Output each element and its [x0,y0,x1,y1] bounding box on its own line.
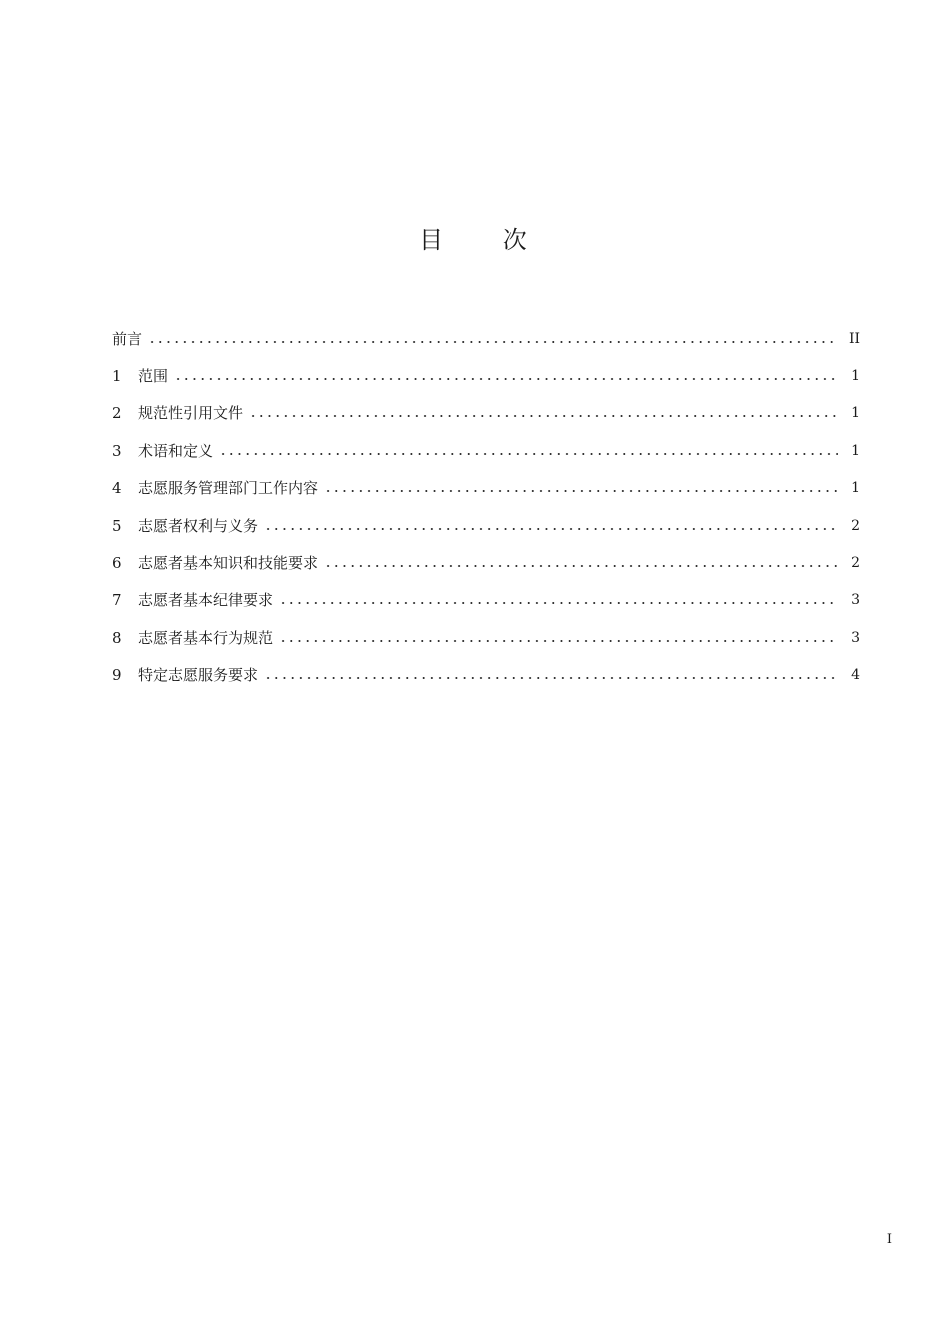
toc-entry-page: 4 [851,667,860,684]
toc-entry-title: 术语和定义 [138,441,214,460]
toc-entry-title: 志愿服务管理部门工作内容 [138,479,319,498]
toc-entry-number: 5 [112,516,122,535]
toc-entry-5[interactable] [112,507,860,544]
toc-entry-4[interactable] [112,470,860,507]
toc-entry-8[interactable] [112,619,860,656]
dot-leader [279,602,838,604]
dot-leader [148,341,838,343]
dot-leader [279,640,838,642]
toc-entry-3[interactable] [112,432,860,469]
toc-entry-number: 8 [112,628,122,647]
toc-entry-page: 1 [851,480,860,497]
toc-entry-preface[interactable] [112,320,860,357]
toc-entry-title: 特定志愿服务要求 [138,666,259,685]
toc-entry-title: 志愿者基本行为规范 [138,628,274,647]
toc-entry-number: 7 [112,591,122,610]
toc-entry-page: 1 [851,405,860,422]
toc-entry-title: 范围 [138,367,169,386]
page-number: I [886,1232,892,1247]
dot-leader [249,415,838,417]
toc-entry-title: 志愿者基本纪律要求 [138,591,274,610]
toc-entry-number: 9 [112,666,122,685]
toc-entry-9[interactable] [112,657,860,694]
toc-entry-7[interactable] [112,582,860,619]
toc-entry-number: 6 [112,554,122,573]
table-of-contents [112,320,860,694]
dot-leader [324,565,838,567]
dot-leader [174,378,838,380]
toc-entry-page: 1 [851,442,860,459]
toc-entry-page: 1 [851,368,860,385]
toc-entry-number: 3 [112,441,122,460]
toc-entry-title: 前言 [112,329,143,348]
toc-entry-number: 2 [112,404,122,423]
toc-entry-page: 2 [851,555,860,572]
dot-leader [264,677,838,679]
dot-leader [264,528,838,530]
toc-entry-6[interactable] [112,544,860,581]
toc-entry-title: 志愿者基本知识和技能要求 [138,554,319,573]
toc-entry-page: 3 [851,592,860,609]
toc-entry-number: 4 [112,479,122,498]
toc-entry-2[interactable] [112,395,860,432]
page-title: 目 次 [419,226,553,254]
toc-entry-1[interactable] [112,357,860,394]
toc-entry-title: 规范性引用文件 [138,404,244,423]
dot-leader [219,453,838,455]
toc-entry-page: 2 [851,517,860,534]
toc-entry-title: 志愿者权利与义务 [138,516,259,535]
dot-leader [324,490,838,492]
toc-entry-page: II [848,330,860,347]
toc-entry-page: 3 [851,629,860,646]
toc-entry-number: 1 [112,367,122,386]
